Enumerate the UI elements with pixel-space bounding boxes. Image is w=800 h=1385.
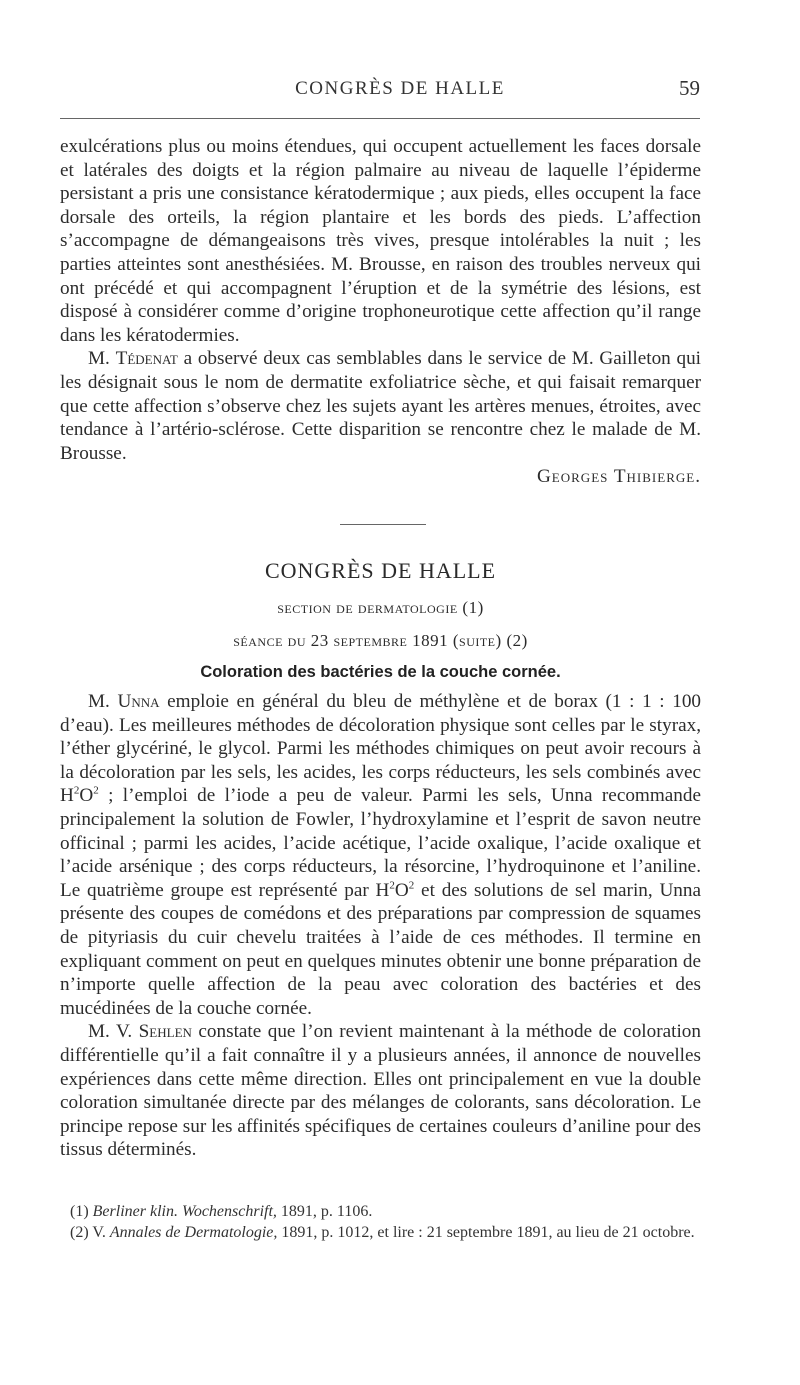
paragraph-text: a observé deux cas semblables dans le service de M. Gailleton qui les désignait sous le nom de dermatite exfoliatrice sèche, et qui faisait remarquer que cette affection s’observe chez les sujets ayant les artères menues, étroites, avec tendance à l’artério-sclérose. Cette disparition se rencontre chez le malade de M. Brousse. [60,348,702,464]
subtitle-text: section de dermatologie [277,598,458,617]
paragraph-text: emploie en général du bleu de méthylène et de borax (1 : 1 : 100 d’eau). Les meilleures méthodes de décoloration physique sont celles par le styrax, l’éther glycériné, le glycol. Parmi les méthodes chimiques on peut avoir recours à la décoloration par les sels, les acides, les corps réducteurs, les sels combinés avec H [60,691,702,807]
footnote-number: (2) V. [70,1223,106,1241]
text-prefix: M. [88,348,116,370]
section1-body [60,135,701,489]
section-title: CONGRÈS DE HALLE [264,558,497,583]
paragraph-text: O [79,785,94,807]
author-name: Sehlen [138,1021,192,1043]
footnote-ref: (2) [506,631,528,650]
seance-suite: (suite) [452,631,502,650]
signature: Georges Thibierge. [536,466,701,488]
seance-date: 23 [310,631,329,650]
footnote [60,1223,701,1244]
paragraph-text: ; l’emploi de l’iode a peu de valeur. Parmi les sels, Unna recommande principalement la solution de Fowler, l’hydroxylamine et l’esprit de savon neutre officinal ; parmi les acides, l’acide acétique, l’acide oxalique, l’acide oxalique et l’acide arsénique ; des corps réducteurs, la résorcine, l’hydroquinone et l’aniline. Le quatrième groupe est représenté par H [60,785,701,901]
paragraph-text: et des solutions de sel marin, Unna présente des coupes de comédons et des préparations par compression de squames de pityriasis du cuir chevelu traitées à l’aide de ces méthodes. Il termine en expliquant comment on peut en quelques minutes obtenir une bonne préparation de n’importe quelle affection de la peau avec coloration des bactéries et des mucédinées de la couche cornée. [60,879,702,1019]
footnote-source: Annales de Dermatologie, [109,1223,278,1241]
section2-body [60,690,701,1162]
paragraph: exulcérations plus ou moins étendues, qui occupent actuellement les faces dorsale et latérales des doigts et la région palmaire au niveau de laquelle l’épiderme persistant a pris une consistance kératodermique ; aux pieds, elles occupent la face dorsale des orteils, la région plantaire et les bords des pieds. L’affection s’accompagne de démangeaisons très vives, presque intolérables la nuit ; les parties atteintes sont anesthésiées. M. Brousse, en raison des troubles nerveux qui ont précédé et qui accompagnent l’éruption et de la symétrie des lésions, est disposé à considérer comme d’origine trophoneurotique cette affection qu’il range dans les kératodermies. [60,136,701,346]
paragraph-text: constate que l’on revient maintenant à la méthode de coloration différentielle qu’il a fait connaître il y a plusieurs années, il annonce de nouvelles expériences dans cette même direction. Elles ont principalement en vue la double coloration simultanée directe par des mélanges de colorants, sans décoloration. Le principe repose sur les affinités spécifiques de certaines couleurs d’aniline pour des tissus déterminés. [60,1021,701,1161]
author-name: Unna [117,691,160,712]
paragraph [60,1020,701,1162]
superscript: 2 [389,879,395,892]
footnote-source: Berliner klin. Wochenschrift, [92,1203,277,1220]
paragraph [60,347,701,465]
superscript: 2 [93,784,99,797]
header-rule [60,118,700,119]
footnote-number: (1) [70,1203,89,1220]
footnote-text: 1891, p. 1012, et lire : 21 septembre 1891, au lieu de 21 octobre. [277,1223,695,1241]
seance-line [60,631,701,651]
page-number: 59 [679,76,700,100]
running-title: CONGRÈS DE HALLE [295,78,505,99]
text-prefix: M. V. [88,1021,139,1043]
running-header [0,76,800,104]
paragraph-text: O [394,879,409,901]
seance-year: 1891 [412,631,449,650]
article-heading: Coloration des bactéries de la couche cornée. [200,663,561,681]
section2 [60,558,701,1162]
footnote [60,1202,701,1223]
seance-month: septembre [333,631,408,650]
superscript: 2 [408,879,415,892]
paragraph [60,690,701,1020]
superscript: 2 [73,784,80,797]
footnote-ref: (1) [462,598,484,617]
text-prefix: M. [88,691,118,712]
footnote-text: 1891, p. 1106. [276,1203,373,1220]
section-subtitle [60,598,701,618]
footnotes [60,1202,701,1243]
author-name: Tédenat [115,348,178,370]
seance-text: séance du [233,631,306,650]
section-divider [340,524,426,525]
